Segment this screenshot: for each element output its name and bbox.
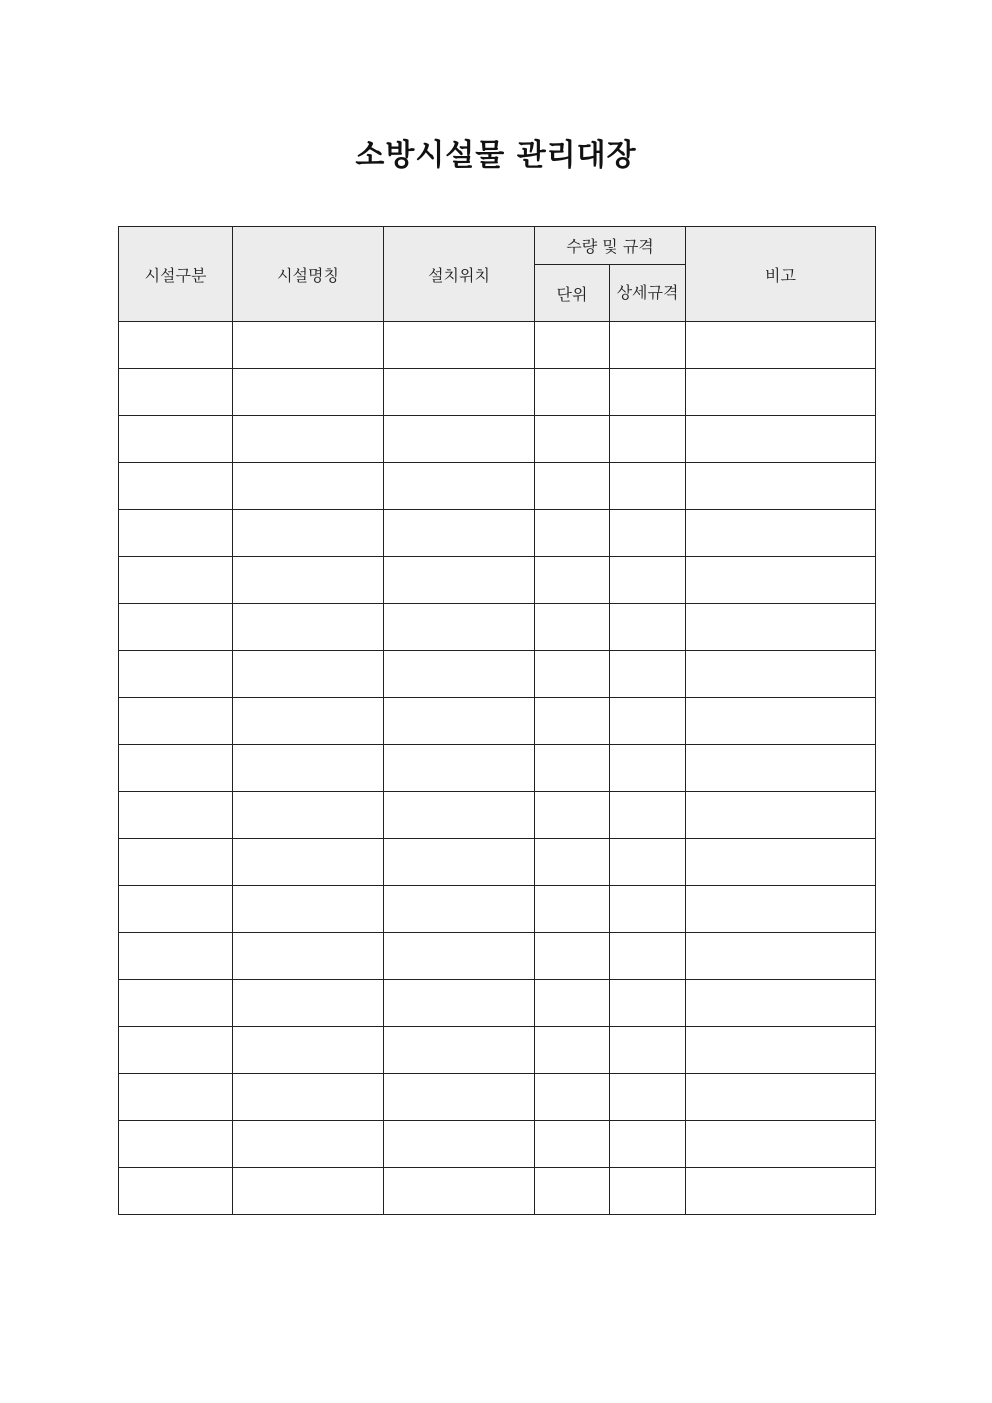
cell-unit[interactable] (535, 557, 610, 604)
cell-name[interactable] (233, 557, 384, 604)
cell-location[interactable] (384, 651, 535, 698)
table-row (119, 416, 876, 463)
header-detail-spec: 상세규격 (610, 265, 686, 322)
cell-location[interactable] (384, 933, 535, 980)
table-row (119, 369, 876, 416)
cell-category[interactable] (119, 839, 233, 886)
cell-unit[interactable] (535, 1121, 610, 1168)
header-category: 시설구분 (119, 227, 233, 322)
header-remarks: 비고 (686, 227, 876, 322)
cell-location[interactable] (384, 745, 535, 792)
cell-category[interactable] (119, 322, 233, 369)
table-row (119, 1074, 876, 1121)
cell-location[interactable] (384, 557, 535, 604)
cell-category[interactable] (119, 604, 233, 651)
table-row (119, 557, 876, 604)
cell-detail-spec[interactable] (610, 745, 686, 792)
cell-location[interactable] (384, 1074, 535, 1121)
cell-unit[interactable] (535, 933, 610, 980)
cell-remarks[interactable] (686, 933, 876, 980)
header-unit: 단위 (535, 265, 610, 322)
cell-category[interactable] (119, 1121, 233, 1168)
cell-remarks[interactable] (686, 1027, 876, 1074)
cell-remarks[interactable] (686, 1168, 876, 1215)
cell-remarks[interactable] (686, 510, 876, 557)
table-row (119, 698, 876, 745)
table-row (119, 980, 876, 1027)
cell-detail-spec[interactable] (610, 369, 686, 416)
table-row (119, 1027, 876, 1074)
cell-remarks[interactable] (686, 322, 876, 369)
cell-name[interactable] (233, 980, 384, 1027)
cell-detail-spec[interactable] (610, 886, 686, 933)
cell-remarks[interactable] (686, 698, 876, 745)
cell-unit[interactable] (535, 839, 610, 886)
cell-name[interactable] (233, 745, 384, 792)
cell-category[interactable] (119, 886, 233, 933)
cell-unit[interactable] (535, 886, 610, 933)
cell-name[interactable] (233, 463, 384, 510)
cell-category[interactable] (119, 651, 233, 698)
cell-unit[interactable] (535, 463, 610, 510)
cell-category[interactable] (119, 745, 233, 792)
cell-category[interactable] (119, 1027, 233, 1074)
cell-category[interactable] (119, 792, 233, 839)
cell-name[interactable] (233, 1074, 384, 1121)
cell-unit[interactable] (535, 510, 610, 557)
cell-location[interactable] (384, 604, 535, 651)
cell-location[interactable] (384, 322, 535, 369)
cell-name[interactable] (233, 933, 384, 980)
cell-detail-spec[interactable] (610, 980, 686, 1027)
cell-location[interactable] (384, 416, 535, 463)
cell-category[interactable] (119, 557, 233, 604)
cell-name[interactable] (233, 604, 384, 651)
cell-name[interactable] (233, 792, 384, 839)
cell-location[interactable] (384, 792, 535, 839)
cell-category[interactable] (119, 933, 233, 980)
cell-detail-spec[interactable] (610, 1074, 686, 1121)
cell-unit[interactable] (535, 1168, 610, 1215)
cell-detail-spec[interactable] (610, 1168, 686, 1215)
cell-detail-spec[interactable] (610, 933, 686, 980)
cell-location[interactable] (384, 1168, 535, 1215)
cell-category[interactable] (119, 369, 233, 416)
table-row (119, 933, 876, 980)
cell-detail-spec[interactable] (610, 698, 686, 745)
cell-detail-spec[interactable] (610, 557, 686, 604)
cell-name[interactable] (233, 322, 384, 369)
cell-category[interactable] (119, 510, 233, 557)
cell-remarks[interactable] (686, 416, 876, 463)
cell-unit[interactable] (535, 1074, 610, 1121)
page-title: 소방시설물 관리대장 (355, 138, 637, 173)
cell-detail-spec[interactable] (610, 463, 686, 510)
cell-category[interactable] (119, 1074, 233, 1121)
cell-unit[interactable] (535, 604, 610, 651)
cell-category[interactable] (119, 463, 233, 510)
cell-unit[interactable] (535, 745, 610, 792)
cell-unit[interactable] (535, 322, 610, 369)
table-row (119, 463, 876, 510)
cell-name[interactable] (233, 1168, 384, 1215)
cell-detail-spec[interactable] (610, 1027, 686, 1074)
cell-detail-spec[interactable] (610, 1121, 686, 1168)
table-row (119, 651, 876, 698)
cell-unit[interactable] (535, 651, 610, 698)
cell-location[interactable] (384, 886, 535, 933)
cell-detail-spec[interactable] (610, 651, 686, 698)
cell-location[interactable] (384, 510, 535, 557)
cell-location[interactable] (384, 1121, 535, 1168)
cell-name[interactable] (233, 886, 384, 933)
cell-location[interactable] (384, 1027, 535, 1074)
cell-remarks[interactable] (686, 745, 876, 792)
cell-name[interactable] (233, 369, 384, 416)
table-row (119, 886, 876, 933)
cell-location[interactable] (384, 369, 535, 416)
cell-remarks[interactable] (686, 463, 876, 510)
cell-name[interactable] (233, 651, 384, 698)
cell-unit[interactable] (535, 369, 610, 416)
table-row (119, 322, 876, 369)
table-row (119, 839, 876, 886)
table-row (119, 1168, 876, 1215)
cell-unit[interactable] (535, 698, 610, 745)
cell-location[interactable] (384, 839, 535, 886)
cell-category[interactable] (119, 1168, 233, 1215)
table-row (119, 792, 876, 839)
cell-unit[interactable] (535, 1027, 610, 1074)
cell-unit[interactable] (535, 416, 610, 463)
cell-remarks[interactable] (686, 980, 876, 1027)
header-name: 시설명칭 (233, 227, 384, 322)
cell-name[interactable] (233, 839, 384, 886)
facility-ledger-table (118, 226, 876, 1215)
header-quantity-spec: 수량 및 규격 (535, 227, 686, 265)
table-row (119, 510, 876, 557)
cell-detail-spec[interactable] (610, 416, 686, 463)
header-location: 설치위치 (384, 227, 535, 322)
ledger-body (119, 322, 876, 1215)
cell-remarks[interactable] (686, 1121, 876, 1168)
cell-detail-spec[interactable] (610, 604, 686, 651)
cell-name[interactable] (233, 510, 384, 557)
cell-category[interactable] (119, 980, 233, 1027)
cell-remarks[interactable] (686, 651, 876, 698)
cell-remarks[interactable] (686, 369, 876, 416)
cell-unit[interactable] (535, 792, 610, 839)
cell-detail-spec[interactable] (610, 792, 686, 839)
cell-name[interactable] (233, 1121, 384, 1168)
table-row (119, 1121, 876, 1168)
cell-remarks[interactable] (686, 886, 876, 933)
cell-detail-spec[interactable] (610, 839, 686, 886)
cell-name[interactable] (233, 698, 384, 745)
cell-remarks[interactable] (686, 557, 876, 604)
cell-category[interactable] (119, 416, 233, 463)
cell-location[interactable] (384, 463, 535, 510)
table-row (119, 745, 876, 792)
cell-location[interactable] (384, 698, 535, 745)
table-row (119, 604, 876, 651)
cell-detail-spec[interactable] (610, 322, 686, 369)
cell-remarks[interactable] (686, 839, 876, 886)
cell-unit[interactable] (535, 980, 610, 1027)
cell-category[interactable] (119, 698, 233, 745)
cell-name[interactable] (233, 1027, 384, 1074)
cell-name[interactable] (233, 416, 384, 463)
cell-remarks[interactable] (686, 1074, 876, 1121)
cell-detail-spec[interactable] (610, 510, 686, 557)
cell-location[interactable] (384, 980, 535, 1027)
cell-remarks[interactable] (686, 604, 876, 651)
cell-remarks[interactable] (686, 792, 876, 839)
header-row (119, 227, 876, 265)
